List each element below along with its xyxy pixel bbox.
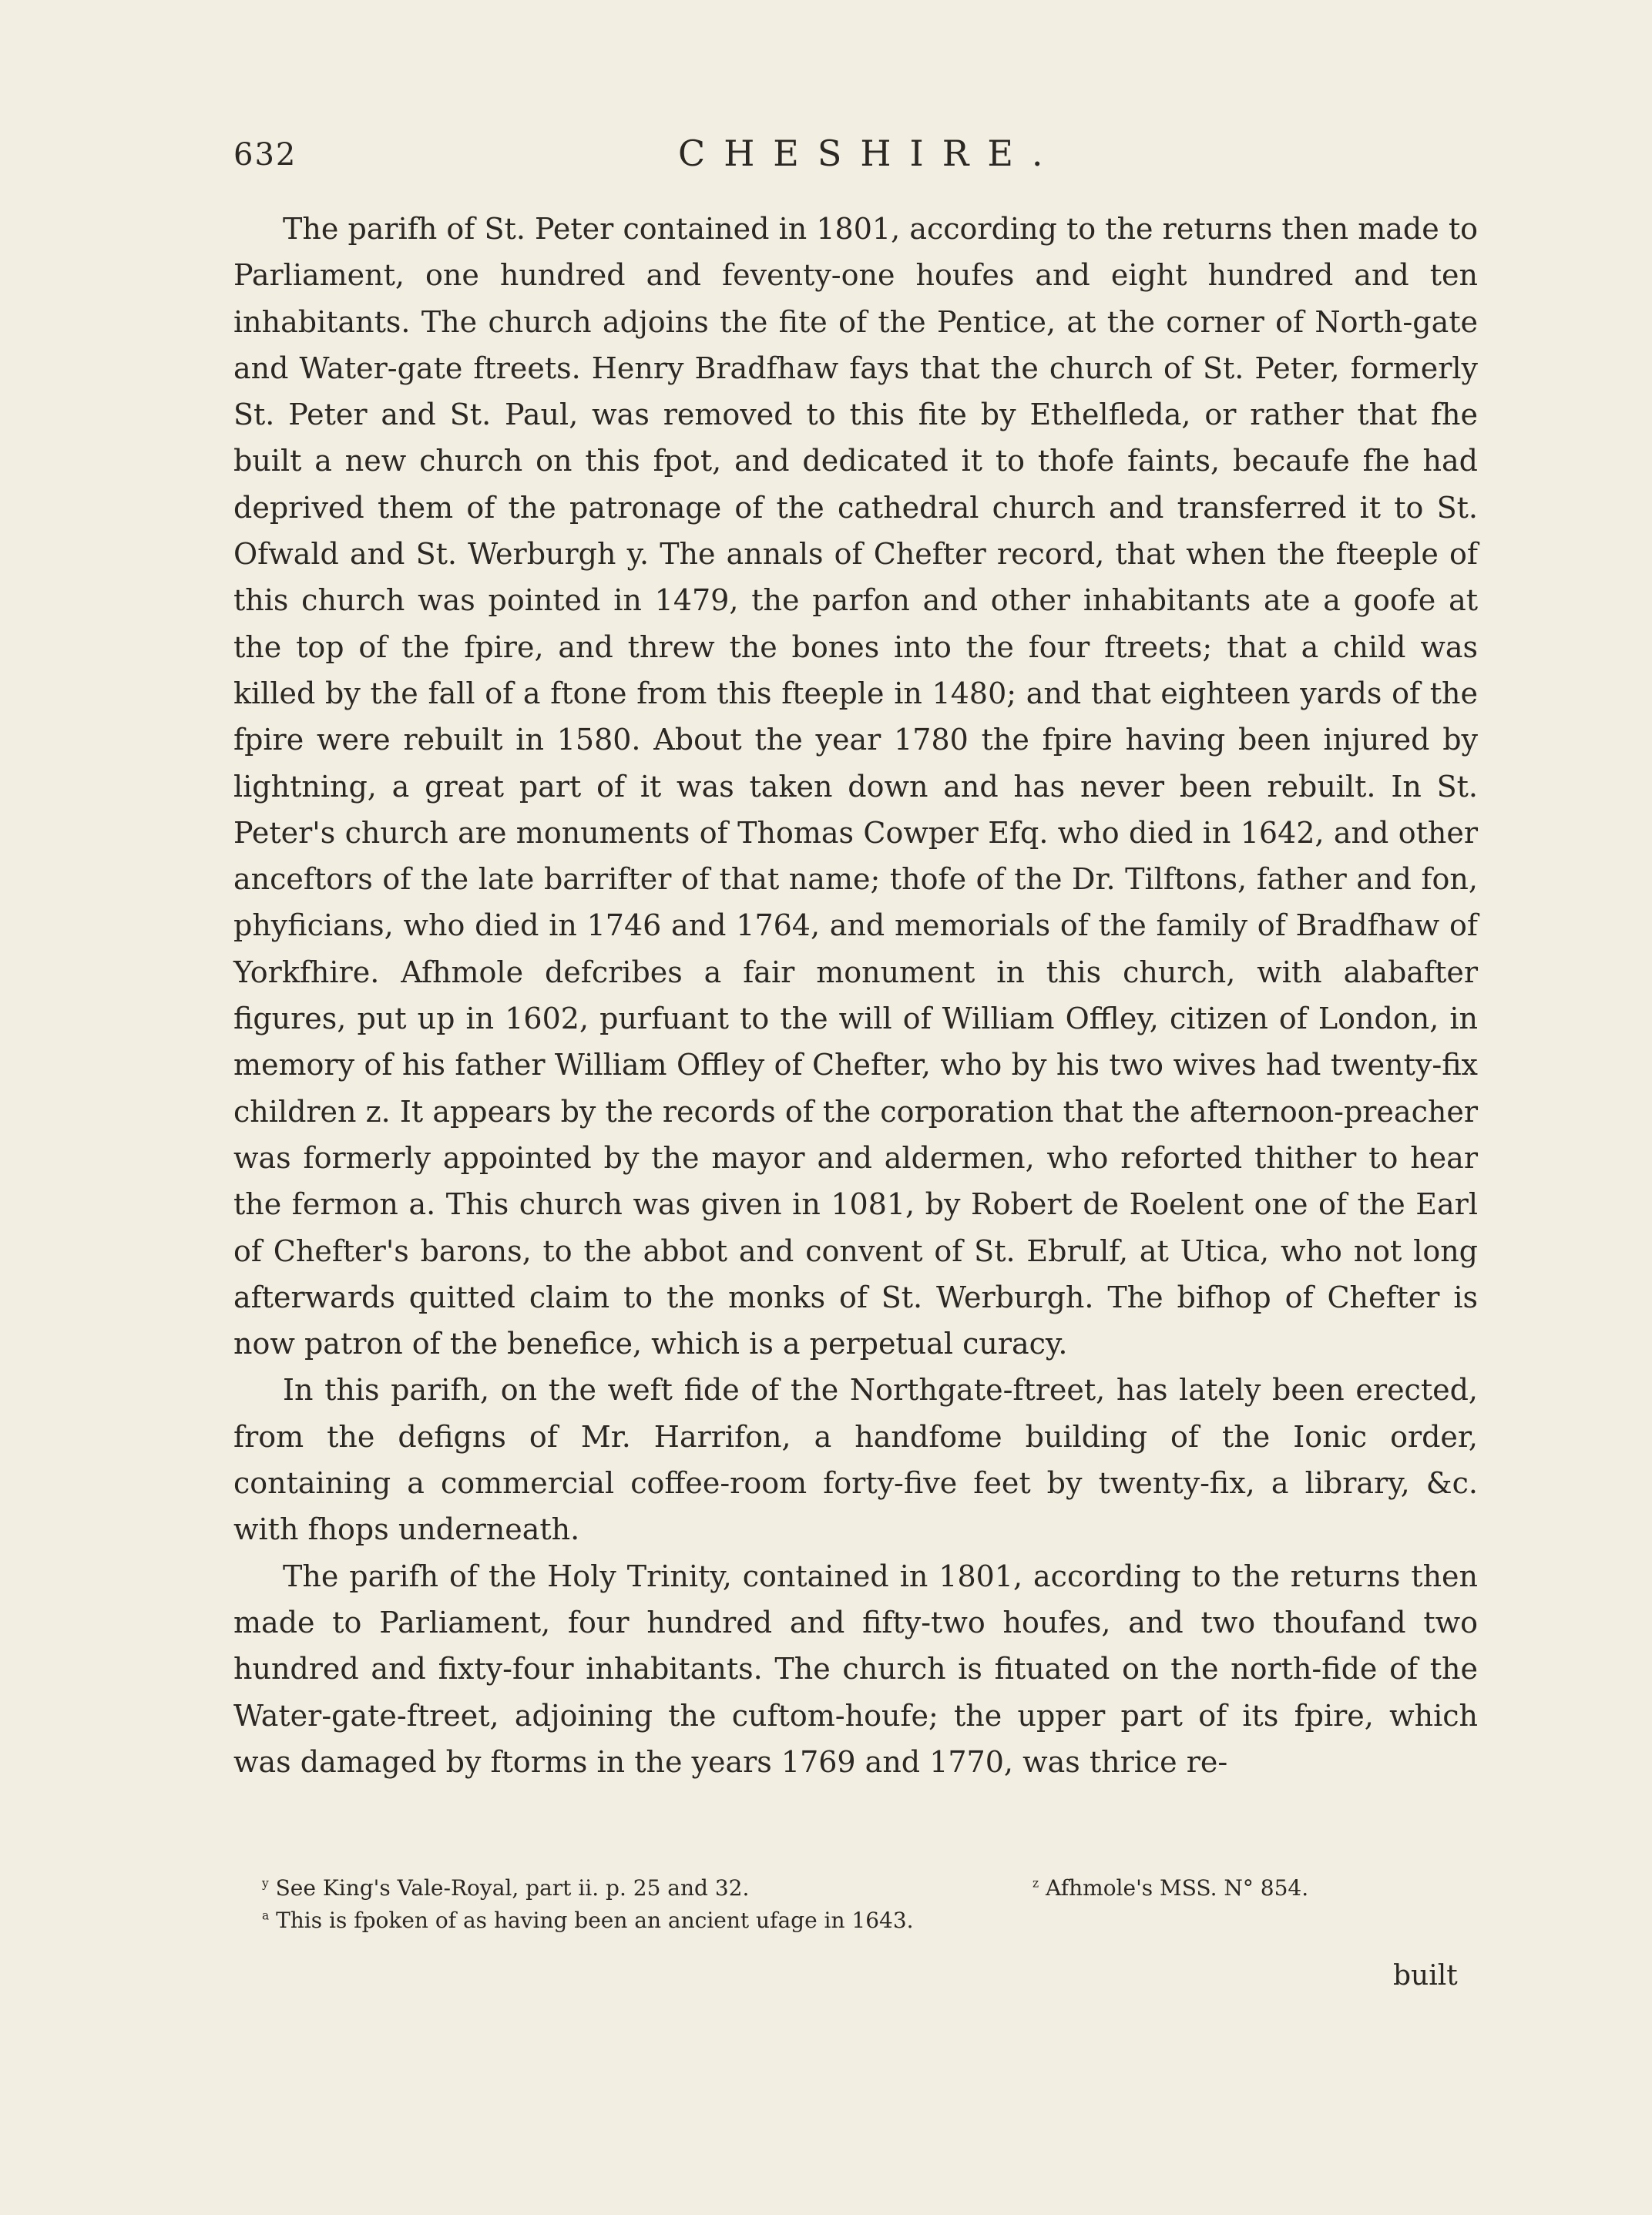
footnote-text: This is fpoken of as having been an ancient ufage in 1643.	[276, 1908, 914, 1933]
running-head: CHESHIRE.	[678, 133, 1062, 174]
paragraph-holy-trinity: The parifh of the Holy Trinity, contained in 1801, according to the returns then made to Parliament, four hundred and fifty-two houfes, and two thoufand two hundred and fixty-four inhabitants. The church is fituated on the north-fide of the Water-gate-ftreet, adjoining the cuftom-houfe; the upper part of its fpire, which was damaged by ftorms in the years 1769 and 1770, was thrice re-	[233, 1559, 1478, 1779]
catchword: built	[1393, 1960, 1458, 1992]
paragraph-coffee-room: In this parifh, on the weft fide of the Northgate-ftreet, has lately been erected, from the defigns of Mr. Harrifon, a handfome building of the Ionic order, containing a commercial coffee-room forty-five feet by twenty-fix, a library, &c. with fhops underneath.	[233, 1373, 1478, 1547]
body-text	[233, 206, 1478, 1785]
footnote-text: Afhmole's MSS. N° 854.	[1046, 1875, 1309, 1901]
footnote-y	[262, 1875, 749, 1901]
footnote-mark: a	[262, 1908, 270, 1923]
footnote-z	[1032, 1872, 1308, 1905]
footnote-mark: y	[262, 1876, 269, 1891]
page-number: 632	[233, 137, 297, 173]
paragraph-st-peter: The parifh of St. Peter contained in 1801, according to the returns then made to Parliament, one hundred and feventy-one houfes and eight hundred and ten inhabitants. The church adjoins the fite of the Pentice, at the corner of North-gate and Water-gate ftreets. Henry Bradfhaw fays that the church of St. Peter, formerly St. Peter and St. Paul, was removed to this fite by Ethelfleda, or rather that fhe built a new church on this fpot, and dedicated it to thofe faints, becaufe fhe had deprived them of the patronage of the cathedral church and transferred it to St. Ofwald and St. Werburgh y. The annals of Chefter record, that when the fteeple of this church was pointed in 1479, the parfon and other inhabitants ate a goofe at the top of the fpire, and threw the bones into the four ftreets; that a child was killed by the fall of a ftone from this fteeple in 1480; and that eighteen yards of the fpire were rebuilt in 1580. About the year 1780 the fpire having been injured by lightning, a great part of it was taken down and has never been rebuilt. In St. Peter's church are monuments of Thomas Cowper Efq. who died in 1642, and other anceftors of the late barrifter of that name; thofe of the Dr. Tilftons, father and fon, phyficians, who died in 1746 and 1764, and memorials of the family of Bradfhaw of Yorkfhire. Afhmole defcribes a fair monument in this church, with alabafter figures, put up in 1602, purfuant to the will of William Offley, citizen of London, in memory of his father William Offley of Chefter, who by his two wives had twenty-fix children z. It appears by the records of the corporation that the afternoon-preacher was formerly appointed by the mayor and aldermen, who reforted thither to hear the fermon a. This church was given in 1081, by Robert de Roelent one of the Earl of Chefter's barons, to the abbot and convent of St. Ebrulf, at Utica, who not long afterwards quitted claim to the monks of St. Werburgh. The bifhop of Chefter is now patron of the benefice, which is a perpetual curacy.	[233, 212, 1478, 1361]
footnote-row-1	[262, 1872, 1464, 1905]
footnotes	[262, 1872, 1464, 1937]
footnote-mark: z	[1032, 1876, 1039, 1891]
footnote-text: See King's Vale-Royal, part ii. p. 25 and 32.	[275, 1875, 750, 1901]
footnote-a	[262, 1908, 914, 1933]
footnote-row-2	[262, 1905, 1464, 1937]
